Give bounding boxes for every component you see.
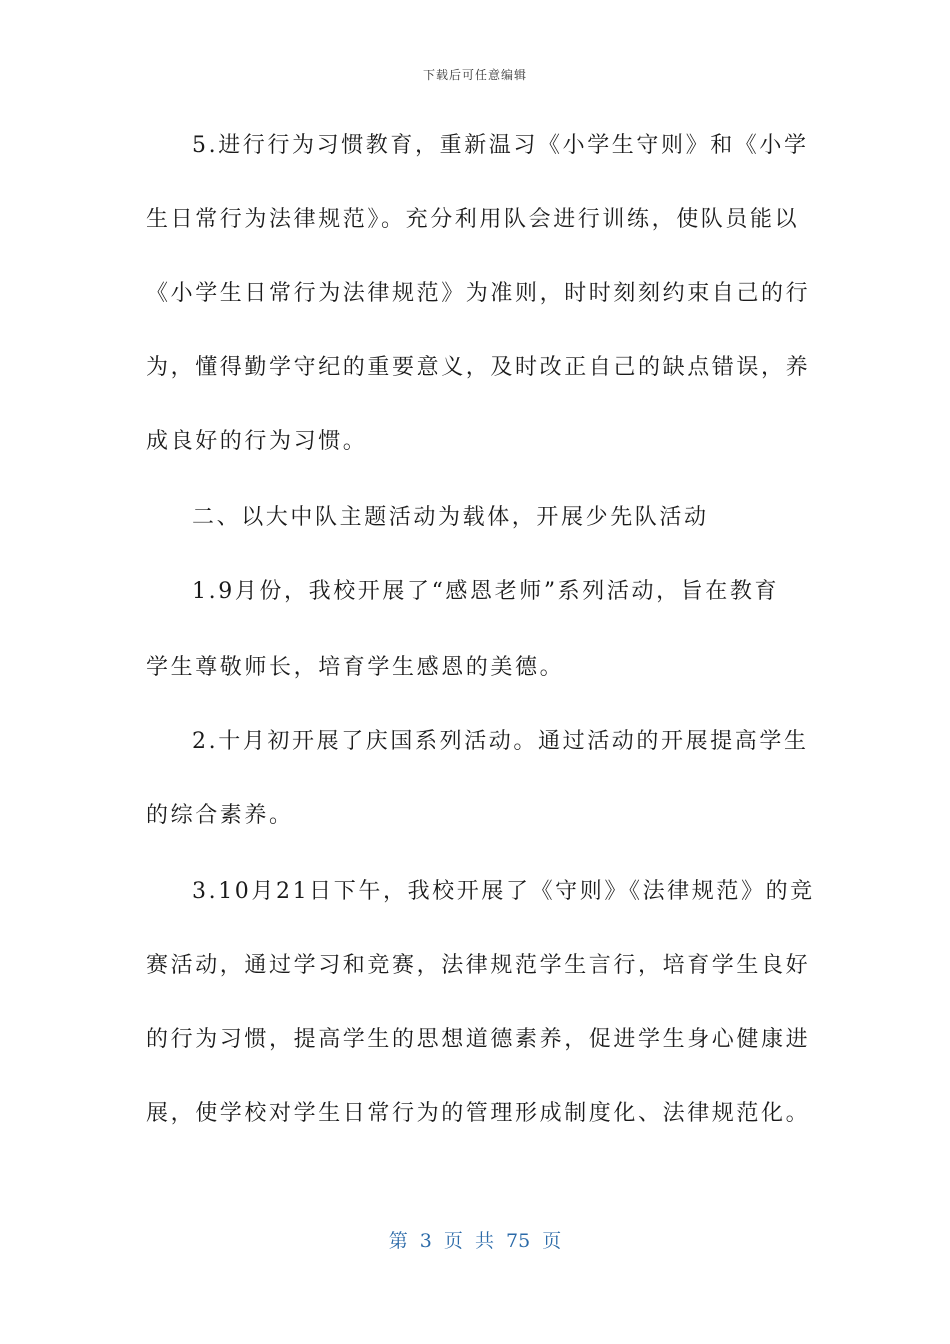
page-number: 第 3 页 共 75 页 <box>388 1230 562 1252</box>
text-line: 生日常行为法律规范》。充分利用队会进行训练，使队员能以 <box>146 207 800 232</box>
header-note: 下载后可任意编辑 <box>422 68 527 82</box>
text-line: 2.十月初开展了庆国系列活动。通过活动的开展提高学生 <box>192 729 809 754</box>
text-line: 1.9月份，我校开展了“感恩老师”系列活动，旨在教育 <box>192 579 780 604</box>
text-line: 的行为习惯，提高学生的思想道德素养，促进学生身心健康进 <box>146 1027 811 1052</box>
text-line: 学生尊敬师长，培育学生感恩的美德。 <box>146 655 565 680</box>
text-line: 《小学生日常行为法律规范》为准则，时时刻刻约束自己的行 <box>146 281 811 306</box>
text-line: 成良好的行为习惯。 <box>146 429 368 454</box>
section-heading: 二、以大中队主题活动为载体，开展少先队活动 <box>192 505 709 530</box>
text-line: 展，使学校对学生日常行为的管理形成制度化、法律规范化。 <box>146 1101 811 1126</box>
text-line: 3.10月21日下午，我校开展了《守则》《法律规范》的竞 <box>192 879 815 904</box>
text-line: 为，懂得勤学守纪的重要意义，及时改正自己的缺点错误，养 <box>146 355 811 380</box>
text-line: 5.进行行为习惯教育，重新温习《小学生守则》和《小学 <box>192 133 809 158</box>
text-line: 的综合素养。 <box>146 803 294 828</box>
text-line: 赛活动，通过学习和竞赛，法律规范学生言行，培育学生良好 <box>146 953 811 978</box>
